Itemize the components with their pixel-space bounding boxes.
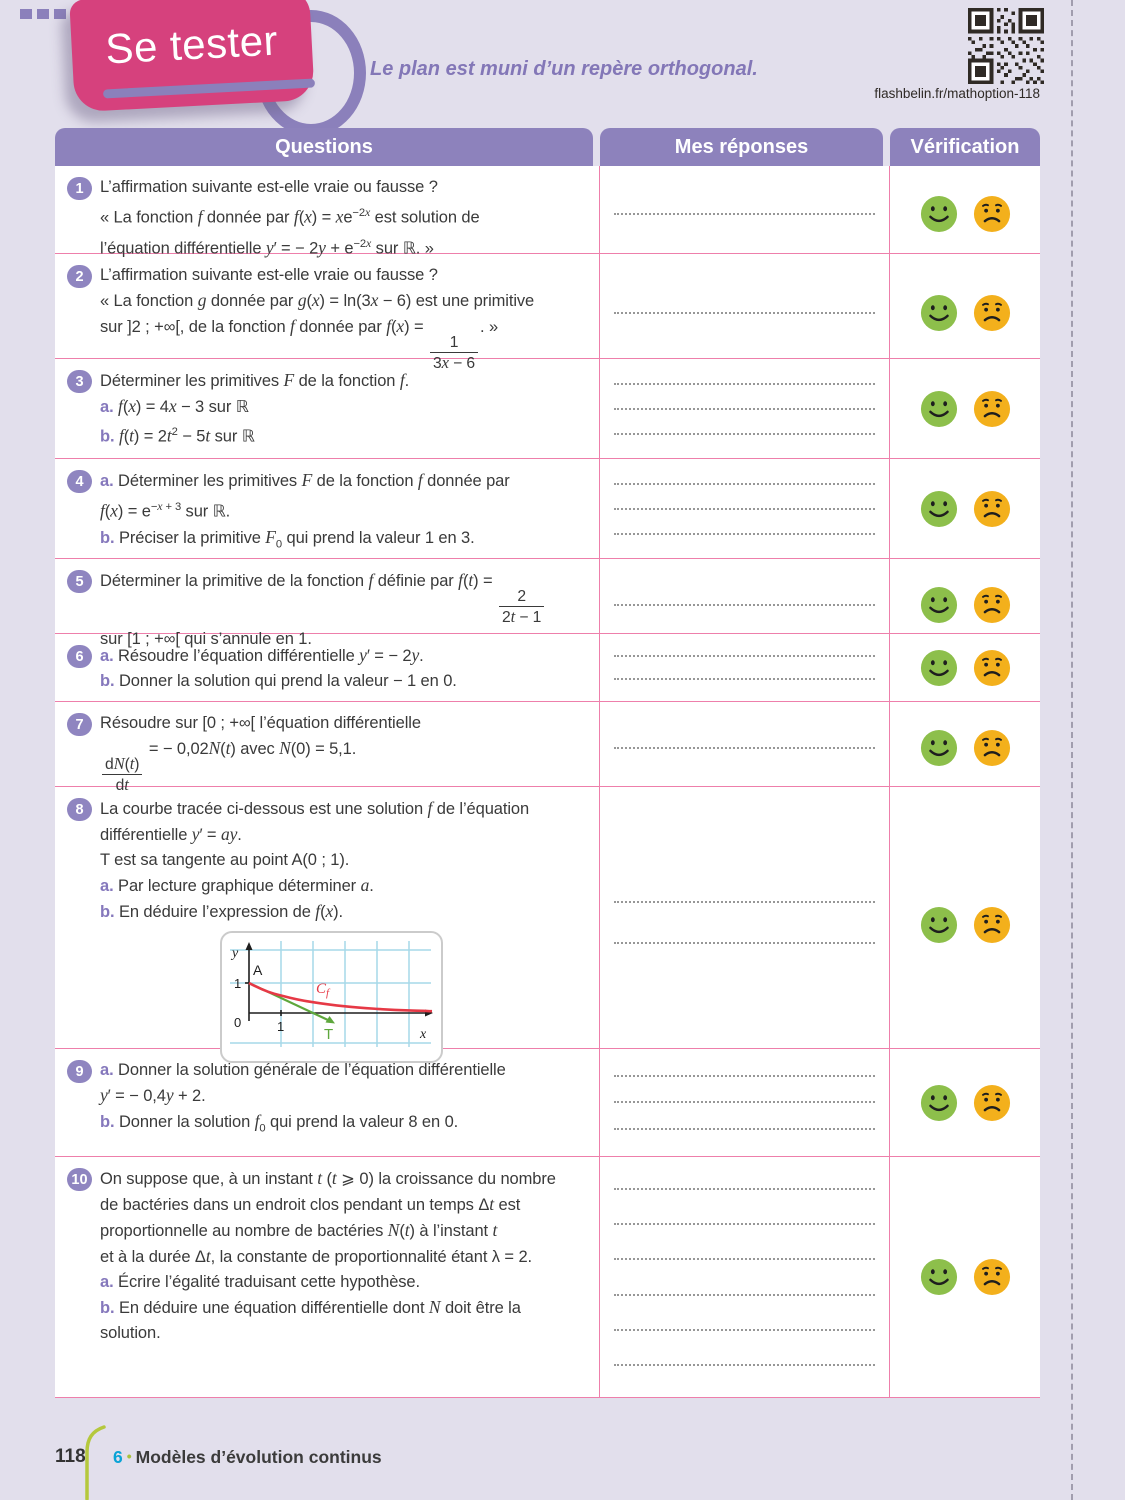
table-row <box>55 702 1040 794</box>
table-row <box>55 359 1040 459</box>
answer-dotted-line[interactable] <box>614 678 875 680</box>
question-number-badge: 6 <box>67 645 92 668</box>
graph-x-label: x <box>420 1027 427 1042</box>
question-content <box>100 368 591 450</box>
sad-smiley-icon[interactable] <box>973 490 1011 528</box>
verification-cell <box>890 459 1040 558</box>
happy-smiley-icon[interactable] <box>920 649 958 687</box>
question-text: a. Résoudre l’équation différentielle y′ = − 2y. b. Donner la solution qui prend la valeur − 1 en 0. <box>100 645 457 690</box>
question-cell <box>55 359 600 458</box>
question-cell <box>55 634 600 701</box>
graph-curve-label: $C_f$ <box>316 981 330 999</box>
question-content <box>100 643 591 694</box>
answer-dotted-line[interactable] <box>614 1258 875 1260</box>
question-content <box>100 175 591 261</box>
answer-dotted-line[interactable] <box>614 1329 875 1331</box>
qr-link[interactable]: flashbelin.fr/mathoption-118 <box>874 86 1040 101</box>
question-content <box>100 796 591 1063</box>
verification-cell <box>890 1049 1040 1156</box>
question-content <box>100 711 591 795</box>
column-header-verification: Vérification <box>890 128 1040 166</box>
graph-tangent-label: T <box>324 1026 334 1043</box>
verification-cell <box>890 254 1040 373</box>
answer-area[interactable] <box>600 1157 890 1397</box>
question-number-badge: 3 <box>67 370 92 393</box>
table-row <box>55 254 1040 372</box>
question-text: La courbe tracée ci-dessous est une solution f de l’équation différentielle y′ = ay. T est sa tangente au point A(0 ; 1). a. Par lecture graphique déterminer a. b. En déduire l’expression de f(x). <box>100 798 530 921</box>
table-row <box>55 166 1040 257</box>
happy-smiley-icon[interactable] <box>920 1258 958 1296</box>
question-number-badge: 7 <box>67 713 92 736</box>
answer-area[interactable] <box>600 459 890 558</box>
answer-dotted-line[interactable] <box>614 533 875 535</box>
sad-smiley-icon[interactable] <box>973 649 1011 687</box>
question-number-badge: 1 <box>67 177 92 200</box>
graph-origin-label: 0 <box>234 1015 242 1030</box>
question-cell <box>55 1049 600 1156</box>
answer-area[interactable] <box>600 359 890 458</box>
table-row <box>55 459 1040 559</box>
question-text: L’affirmation suivante est-elle vraie ou fausse ? « La fonction f donnée par $f(x) = xe^{-2x}$ est solution de l’équation différentielle y′ = − $2y + e^{-2x}$ sur ℝ. » <box>100 178 480 257</box>
page-subtitle: Le plan est muni d’un repère orthogonal. <box>370 58 758 80</box>
question-text: Résoudre sur [0 ; +∞[ l’équation différentielle $\frac{dN(t)}{dt}$ = − 0,02N(t) avec N(0) = 5,1. <box>100 714 421 794</box>
answer-dotted-line[interactable] <box>614 604 875 606</box>
column-header-questions: Questions <box>55 128 593 166</box>
graph-x-tick: 1 <box>277 1019 285 1034</box>
table-row <box>55 1049 1040 1157</box>
qr-code <box>968 8 1044 84</box>
answer-dotted-line[interactable] <box>614 1101 875 1103</box>
question-content <box>100 1166 591 1346</box>
answer-dotted-line[interactable] <box>614 213 875 215</box>
question-text: Déterminer les primitives F de la fonction f. a. f(x) = 4x − 3 sur ℝ b. $f(t) = 2t^2 - 5t$ sur ℝ <box>100 370 410 446</box>
verification-cell <box>890 166 1040 261</box>
sad-smiley-icon[interactable] <box>973 729 1011 767</box>
answer-area[interactable] <box>600 254 890 373</box>
question-number-badge: 5 <box>67 570 92 593</box>
question-cell <box>55 254 600 373</box>
table-row <box>55 787 1040 1049</box>
verification-cell <box>890 359 1040 458</box>
verification-cell <box>890 702 1040 795</box>
question-number-badge: 2 <box>67 265 92 288</box>
happy-smiley-icon[interactable] <box>920 195 958 233</box>
table-header <box>55 128 1040 166</box>
y-axis-arrow <box>246 942 253 950</box>
graph-y-tick: 1 <box>234 976 242 991</box>
answer-dotted-line[interactable] <box>614 408 875 410</box>
graph-y-label: y <box>232 946 239 961</box>
answer-dotted-line[interactable] <box>614 312 875 314</box>
question-text: On suppose que, à un instant t (t ⩾ 0) la croissance du nombre de bactéries dans un endroit clos pendant un temps Δt est proportionnelle au nombre de bactéries N(t) à l’instant t et à la durée Δt, la constante de proportionnalité étant λ = 2. a. Écrire l’égalité traduisant cette hypothèse. b. En déduire une équation différentielle dont N doit être la solution. <box>100 1168 556 1342</box>
answer-area[interactable] <box>600 702 890 795</box>
answer-dotted-line[interactable] <box>614 1188 875 1190</box>
question-content <box>100 263 591 373</box>
question-text: L’affirmation suivante est-elle vraie ou fausse ? « La fonction g donnée par g(x) = ln(3x − 6) est une primitive sur ]2 ; +∞[, de la fonction f donnée par f(x) = $\frac{1}{3x - 6}$ . » <box>100 266 535 372</box>
question-text: a. Déterminer les primitives F de la fonction f donnée par $f(x) = e^{-x + 3}$ sur ℝ. b. Préciser la primitive $F_0$ qui prend la valeur 1 en 3. <box>100 470 510 550</box>
answer-dotted-line[interactable] <box>614 1075 875 1077</box>
happy-smiley-icon[interactable] <box>920 390 958 428</box>
answer-dotted-line[interactable] <box>614 508 875 510</box>
page-number: 118 <box>55 1446 86 1467</box>
question-number-badge: 8 <box>67 798 92 821</box>
sad-smiley-icon[interactable] <box>973 1084 1011 1122</box>
question-text: Déterminer la primitive de la fonction f définie par f(t) = $\frac{2}{2t - 1}$ sur [1 ; +∞[ qui s’annule en 1. <box>100 568 591 652</box>
column-header-answers: Mes réponses <box>600 128 883 166</box>
table-row <box>55 559 1040 648</box>
happy-smiley-icon[interactable] <box>920 294 958 332</box>
sad-smiley-icon[interactable] <box>973 294 1011 332</box>
answer-dotted-line[interactable] <box>614 1223 875 1225</box>
question-cell <box>55 1157 600 1397</box>
answer-dotted-line[interactable] <box>614 655 875 657</box>
question-cell <box>55 787 600 1063</box>
question-number-badge: 9 <box>67 1060 92 1083</box>
verification-cell <box>890 787 1040 1063</box>
question-content <box>100 1058 591 1141</box>
answer-area[interactable] <box>600 166 890 261</box>
answer-dotted-line[interactable] <box>614 1128 875 1130</box>
answer-area[interactable] <box>600 1049 890 1156</box>
chapter-number: 6 <box>113 1447 123 1467</box>
graph-point-a-label: A <box>253 962 263 978</box>
question-text: a. Donner la solution générale de l’équation différentielle y′ = − 0,4y + 2. b. Donner la solution $f_0$ qui prend la valeur 8 en 0. <box>100 1061 506 1135</box>
cut-dashed-line <box>1071 0 1073 1500</box>
happy-smiley-icon[interactable] <box>920 490 958 528</box>
table-body <box>55 166 1040 1398</box>
sad-smiley-icon[interactable] <box>973 586 1011 624</box>
chapter-bullet-icon: • <box>126 1448 132 1464</box>
question-content <box>100 468 591 557</box>
table-row <box>55 634 1040 702</box>
question-number-badge: 4 <box>67 470 92 493</box>
page-title: Se tester <box>104 16 280 73</box>
answer-dotted-line[interactable] <box>614 1364 875 1366</box>
chapter-title: Modèles d’évolution continus <box>135 1447 382 1467</box>
verification-cell <box>890 1157 1040 1397</box>
answer-dotted-line[interactable] <box>614 483 875 485</box>
question-number-badge: 10 <box>67 1168 92 1191</box>
function-graph <box>220 931 443 1063</box>
answer-dotted-line[interactable] <box>614 433 875 435</box>
sad-smiley-icon[interactable] <box>973 1258 1011 1296</box>
answer-dotted-line[interactable] <box>614 942 875 944</box>
question-cell <box>55 459 600 558</box>
question-cell <box>55 702 600 795</box>
answer-area[interactable] <box>600 787 890 1063</box>
verification-cell <box>890 634 1040 701</box>
sad-smiley-icon[interactable] <box>973 390 1011 428</box>
curve-cf <box>249 983 432 1011</box>
footer-deco-curve <box>84 1424 110 1500</box>
answer-dotted-line[interactable] <box>614 747 875 749</box>
happy-smiley-icon[interactable] <box>920 586 958 624</box>
answer-dotted-line[interactable] <box>614 901 875 903</box>
sad-smiley-icon[interactable] <box>973 195 1011 233</box>
happy-smiley-icon[interactable] <box>920 906 958 944</box>
table-row <box>55 1157 1040 1398</box>
question-cell <box>55 166 600 261</box>
answer-area[interactable] <box>600 634 890 701</box>
answer-dotted-line[interactable] <box>614 1294 875 1296</box>
answer-dotted-line[interactable] <box>614 383 875 385</box>
happy-smiley-icon[interactable] <box>920 729 958 767</box>
chapter-label <box>113 1447 382 1468</box>
questions-table <box>55 128 1040 1398</box>
happy-smiley-icon[interactable] <box>920 1084 958 1122</box>
sad-smiley-icon[interactable] <box>973 906 1011 944</box>
